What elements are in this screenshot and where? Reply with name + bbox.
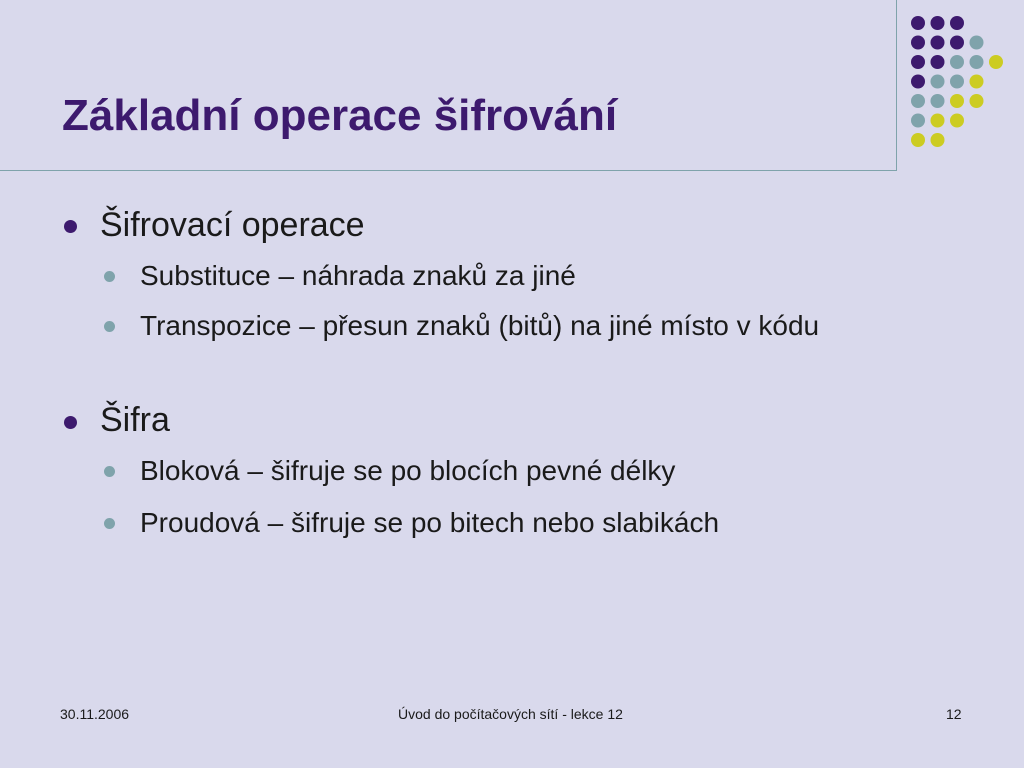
sub-bullet-dot: [104, 321, 115, 332]
sub-bullet-item: Substituce – náhrada znaků za jiné: [140, 260, 576, 291]
bullet-item: Šifra: [100, 401, 170, 439]
footer-title: Úvod do počítačových sítí - lekce 12: [398, 706, 623, 722]
sub-bullet-item: Proudová – šifruje se po bitech nebo slabikách: [140, 507, 720, 538]
bullet-dot: [64, 416, 77, 429]
sub-bullet-item: Transpozice – přesun znaků (bitů) na jiné místo v kódu: [140, 310, 820, 341]
bullet-item: Šifrovací operace: [100, 206, 365, 244]
footer-date: 30.11.2006: [60, 706, 130, 722]
sub-bullet-dot: [104, 466, 115, 477]
sub-bullet-dot: [104, 518, 115, 529]
sub-bullet-item: Bloková – šifruje se po blocích pevné délky: [140, 455, 676, 486]
footer-page-number: 12: [946, 706, 962, 722]
bullet-dot: [64, 220, 77, 233]
slide-title: Základní operace šifrování: [62, 91, 618, 140]
sub-bullet-dot: [104, 271, 115, 282]
